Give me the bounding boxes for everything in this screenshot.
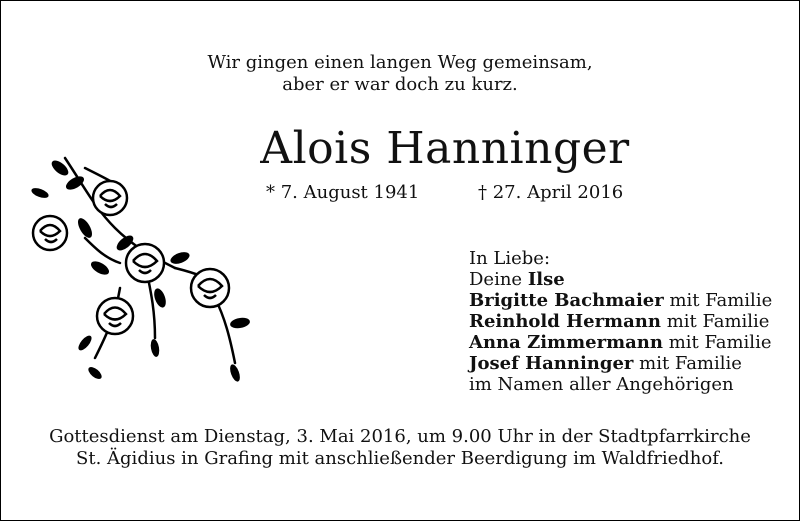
service-line-1: Gottesdienst am Dienstag, 3. Mai 2016, um 9.00 Uhr in der Stadtpfarrkirche	[49, 426, 751, 447]
mourner-child: Reinhold Hermann mit Familie	[469, 311, 770, 332]
mourners-intro: In Liebe:	[469, 248, 551, 269]
mourner-child: Brigitte Bachmaier mit Familie	[469, 290, 773, 311]
service-line-2: St. Ägidius in Grafing mit anschließender Beerdigung im Waldfriedhof.	[76, 448, 724, 469]
mourner-child: Anna Zimmermann mit Familie	[469, 332, 772, 353]
mourner-child: Josef Hanninger mit Familie	[469, 353, 742, 374]
mourners-closing: im Namen aller Angehörigen	[469, 374, 734, 395]
motto-line-2: aber er war doch zu kurz.	[282, 74, 518, 95]
motto-line-1: Wir gingen einen langen Weg gemeinsam,	[207, 52, 593, 73]
deceased-name: Alois Hanninger	[260, 123, 630, 174]
mourner-wife: Deine Ilse	[469, 269, 565, 290]
death-date: † 27. April 2016	[478, 182, 624, 203]
mourners-list	[469, 248, 772, 395]
birth-date: * 7. August 1941	[266, 182, 420, 203]
rose-branch-icon	[25, 148, 265, 388]
